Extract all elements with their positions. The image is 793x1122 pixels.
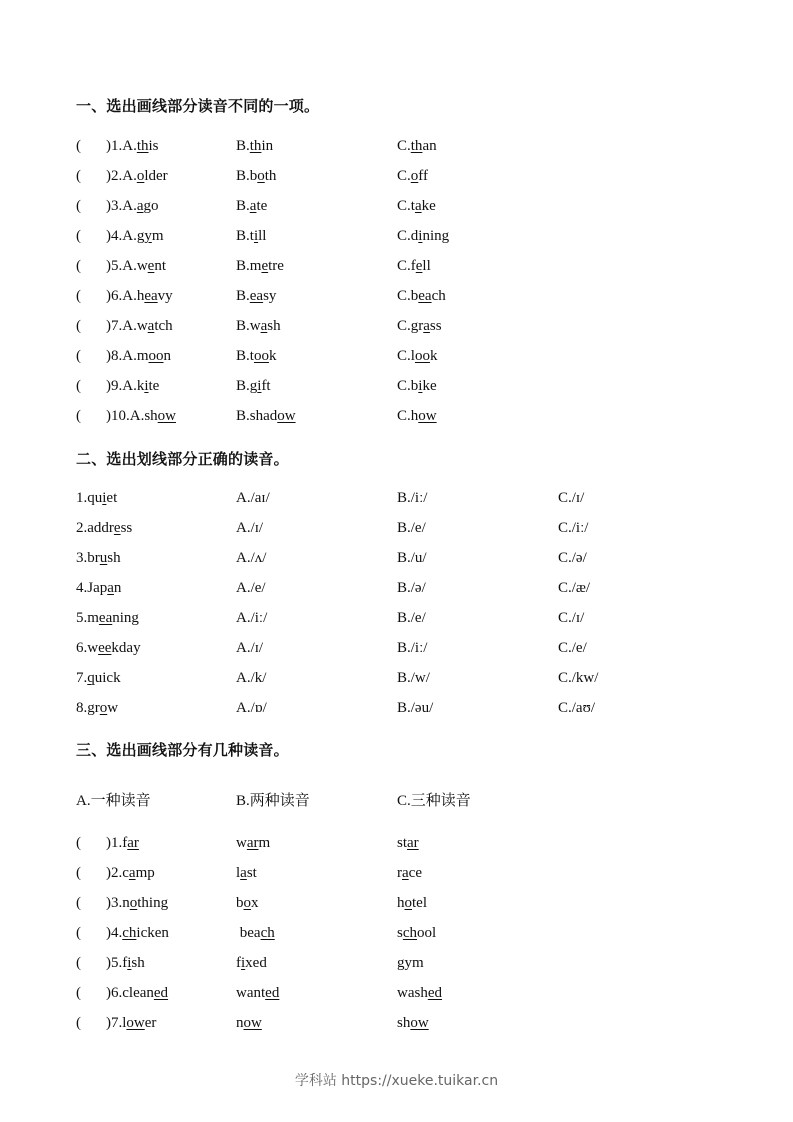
word-suffix: th — [264, 168, 277, 184]
footer-watermark: 学科站 https://xueke.tuikar.cn — [294, 1073, 499, 1089]
underlined-letters: th — [136, 138, 149, 154]
option-b — [236, 375, 271, 397]
question-row — [76, 547, 756, 569]
underlined-letters: o — [99, 700, 108, 716]
option-b — [236, 135, 273, 157]
option-c — [397, 375, 437, 397]
underlined-letters: i — [418, 228, 423, 244]
word-2 — [236, 892, 259, 914]
word-suffix: er — [144, 1015, 157, 1031]
underlined-letters: u — [99, 550, 108, 566]
paren-open: ( — [76, 258, 81, 274]
word-prefix: B.shad — [236, 408, 278, 424]
question-stem — [106, 862, 155, 884]
word-prefix: B.m — [236, 258, 262, 274]
question-word — [76, 697, 118, 719]
word-prefix: l — [236, 865, 241, 881]
option-c — [397, 405, 437, 427]
underlined-letters: o — [136, 168, 145, 184]
question-row — [76, 982, 756, 1004]
option-a: A./ɪ/ — [236, 640, 264, 656]
word-prefix: B.t — [236, 228, 254, 244]
option-b — [236, 285, 276, 307]
question-stem — [106, 225, 164, 247]
underlined-letters: ar — [407, 835, 419, 851]
word-prefix: C.t — [397, 198, 415, 214]
question-stem — [106, 892, 168, 914]
underlined-letters: o — [257, 168, 265, 184]
word-suffix: k — [268, 348, 277, 364]
section-3-title: 三、选出画线部分有几种读音。 — [76, 741, 289, 759]
underlined-letters: i — [253, 228, 259, 244]
question-row — [76, 255, 756, 277]
question-row — [76, 832, 756, 854]
word-3 — [397, 952, 424, 974]
word-3 — [397, 1012, 429, 1034]
question-stem — [106, 1012, 156, 1034]
underlined-letters: e — [415, 258, 423, 274]
question-row — [76, 952, 756, 974]
underlined-letters: e — [113, 520, 121, 536]
word-suffix: n — [163, 348, 171, 364]
question-number: )2.A. — [106, 168, 137, 184]
underlined-letters: ed — [153, 985, 169, 1001]
option-c — [397, 225, 449, 247]
question-row — [76, 487, 756, 509]
word-2 — [236, 1012, 262, 1034]
underlined-letters: ar — [246, 835, 259, 851]
word-suffix: in — [261, 138, 274, 154]
question-row — [76, 862, 756, 884]
word-suffix: mp — [135, 865, 155, 881]
question-word — [76, 547, 121, 569]
underlined-letters: ow — [410, 1015, 429, 1031]
word-suffix: ss — [429, 318, 442, 334]
question-number: )3.A. — [106, 198, 137, 214]
word-suffix: an — [422, 138, 437, 154]
word-prefix: B.g — [236, 378, 258, 394]
word-suffix: tre — [268, 258, 284, 274]
word-prefix: n — [236, 1015, 244, 1031]
underlined-letters: a — [107, 580, 114, 596]
option-b — [236, 255, 284, 277]
word-prefix: B. — [236, 288, 250, 304]
underlined-letters: ow — [126, 1015, 145, 1031]
question-number: )10.A.sh — [106, 408, 158, 424]
word-prefix: B.b — [236, 168, 258, 184]
word-suffix: icken — [136, 925, 169, 941]
word-suffix: m — [258, 835, 271, 851]
question-word — [76, 607, 139, 629]
question-number: )5.f — [106, 955, 128, 971]
word-suffix: ce — [408, 865, 422, 881]
underlined-letters: a — [240, 865, 247, 881]
question-row — [76, 135, 756, 157]
word-prefix: 4.Jap — [76, 580, 108, 596]
option-b — [236, 165, 276, 187]
option-b — [236, 405, 296, 427]
question-stem — [106, 982, 168, 1004]
word-suffix: ch — [431, 288, 446, 304]
word-2 — [236, 832, 270, 854]
section-1-title: 一、选出画线部分读音不同的一项。 — [76, 97, 320, 115]
paren-open: ( — [76, 865, 81, 881]
option-a: A./ʌ/ — [236, 550, 267, 566]
underlined-letters: a — [147, 318, 155, 334]
question-stem — [106, 195, 159, 217]
word-prefix: sh — [397, 1015, 411, 1031]
question-row — [76, 577, 756, 599]
question-word — [76, 577, 121, 599]
word-prefix: C.b — [397, 378, 419, 394]
word-suffix: sh — [107, 550, 121, 566]
option-b-label: B.两种读音 — [236, 793, 310, 809]
underlined-letters: a — [128, 865, 136, 881]
option-a-label: A.一种读音 — [76, 793, 151, 809]
question-stem — [106, 345, 171, 367]
word-prefix: 8.gr — [76, 700, 100, 716]
word-3 — [397, 982, 442, 1004]
word-suffix: ool — [417, 925, 437, 941]
word-prefix: wash — [397, 985, 428, 1001]
word-prefix: 5.m — [76, 610, 99, 626]
question-stem — [106, 405, 176, 427]
paren-open: ( — [76, 895, 81, 911]
word-prefix: B.w — [236, 318, 261, 334]
word-suffix: ning — [112, 610, 139, 626]
word-suffix: kday — [111, 640, 141, 656]
question-row — [76, 375, 756, 397]
word-prefix: 7. — [76, 670, 88, 686]
word-prefix: C.f — [397, 258, 416, 274]
word-suffix: st — [246, 865, 257, 881]
question-number: )1.A. — [106, 138, 137, 154]
option-a: A./ɒ/ — [236, 700, 267, 716]
question-row — [76, 922, 756, 944]
word-prefix: f — [236, 955, 241, 971]
question-stem — [106, 832, 139, 854]
option-c: C./aʊ/ — [558, 700, 595, 716]
underlined-letters: a — [249, 198, 257, 214]
word-prefix: w — [236, 835, 247, 851]
word-prefix: C. — [397, 138, 411, 154]
option-c: C./e/ — [558, 640, 587, 656]
question-row — [76, 697, 756, 719]
word-3 — [397, 892, 427, 914]
word-suffix: ke — [422, 378, 437, 394]
option-c: C./æ/ — [558, 580, 591, 596]
question-row — [76, 195, 756, 217]
word-suffix: xed — [245, 955, 267, 971]
option-a: A./ɪ/ — [236, 520, 264, 536]
word-suffix: vy — [157, 288, 173, 304]
word-suffix: te — [256, 198, 268, 214]
underlined-letters: ow — [277, 408, 296, 424]
word-suffix: ff — [418, 168, 428, 184]
word-suffix: k — [429, 348, 438, 364]
word-prefix: s — [397, 925, 403, 941]
question-stem — [106, 922, 169, 944]
option-b — [236, 225, 266, 247]
option-b: B./iː/ — [397, 490, 428, 506]
question-word — [76, 487, 117, 509]
paren-open: ( — [76, 925, 81, 941]
option-a: A./k/ — [236, 670, 267, 686]
underlined-letters: ar — [127, 835, 139, 851]
underlined-letters: o — [410, 168, 419, 184]
word-suffix: tch — [154, 318, 173, 334]
underlined-letters: i — [144, 378, 149, 394]
question-row — [76, 1012, 756, 1034]
option-c — [397, 135, 437, 157]
question-number: )2.c — [106, 865, 129, 881]
word-3 — [397, 832, 419, 854]
underlined-letters: o — [243, 895, 251, 911]
section-3-options — [76, 790, 756, 812]
underlined-letters: oo — [253, 348, 269, 364]
question-row — [76, 165, 756, 187]
question-stem — [106, 375, 159, 397]
underlined-letters: ea — [249, 288, 264, 304]
question-row — [76, 517, 756, 539]
word-suffix: ll — [422, 258, 431, 274]
underlined-letters: q — [87, 670, 95, 686]
underlined-letters: e — [261, 258, 269, 274]
paren-open: ( — [76, 408, 81, 424]
option-c: C./ɪ/ — [558, 610, 585, 626]
option-b: B./e/ — [397, 520, 426, 536]
word-prefix: 6.w — [76, 640, 99, 656]
word-suffix: n — [113, 580, 122, 596]
word-suffix: x — [251, 895, 259, 911]
underlined-letters: ea — [98, 610, 113, 626]
option-c — [397, 255, 431, 277]
question-number: )7.A.w — [106, 318, 148, 334]
word-suffix: m — [151, 228, 164, 244]
underlined-letters: i — [127, 955, 132, 971]
word-suffix: is — [148, 138, 159, 154]
underlined-letters: i — [257, 378, 262, 394]
word-suffix: nt — [154, 258, 167, 274]
underlined-letters: ow — [243, 1015, 262, 1031]
underlined-letters: ee — [98, 640, 112, 656]
section-2-title: 二、选出划线部分正确的读音。 — [76, 450, 289, 468]
option-b: B./iː/ — [397, 640, 428, 656]
option-a: A./e/ — [236, 580, 266, 596]
question-row — [76, 892, 756, 914]
option-c: C./ɪ/ — [558, 490, 585, 506]
question-number: )7.l — [106, 1015, 127, 1031]
word-prefix: C.b — [397, 288, 419, 304]
question-row — [76, 667, 756, 689]
paren-open: ( — [76, 168, 81, 184]
word-prefix: B. — [236, 198, 250, 214]
question-stem — [106, 285, 173, 307]
option-c: C./kw/ — [558, 670, 599, 686]
underlined-letters: ea — [418, 288, 432, 304]
underlined-letters: a — [260, 318, 268, 334]
word-prefix: h — [397, 895, 405, 911]
underlined-letters: e — [147, 258, 155, 274]
word-2 — [236, 922, 275, 944]
underlined-letters: ow — [418, 408, 437, 424]
word-prefix: 1.qu — [76, 490, 103, 506]
question-number: )5.A.w — [106, 258, 148, 274]
option-c — [397, 195, 436, 217]
word-prefix: bea — [236, 925, 261, 941]
underlined-letters: a — [136, 198, 144, 214]
question-row — [76, 637, 756, 659]
question-row — [76, 607, 756, 629]
paren-open: ( — [76, 318, 81, 334]
underlined-letters: oo — [414, 348, 430, 364]
word-suffix: sy — [263, 288, 277, 304]
question-stem — [106, 135, 159, 157]
option-b: B./w/ — [397, 670, 430, 686]
question-stem — [106, 165, 168, 187]
word-suffix: tel — [412, 895, 427, 911]
question-row — [76, 405, 756, 427]
word-suffix: thing — [137, 895, 169, 911]
word-3 — [397, 862, 422, 884]
question-stem — [106, 315, 173, 337]
underlined-letters: y — [144, 228, 152, 244]
word-2 — [236, 982, 279, 1004]
paren-open: ( — [76, 198, 81, 214]
option-c — [397, 285, 446, 307]
word-suffix: ym — [404, 955, 424, 971]
word-prefix: 3.br — [76, 550, 100, 566]
underlined-letters: ch — [122, 925, 137, 941]
option-b: B./əu/ — [397, 700, 434, 716]
question-number: )1.f — [106, 835, 128, 851]
question-row — [76, 345, 756, 367]
word-suffix: ss — [120, 520, 133, 536]
word-prefix: B.t — [236, 348, 254, 364]
word-2 — [236, 952, 267, 974]
word-suffix: ning — [422, 228, 450, 244]
underlined-letters: th — [249, 138, 262, 154]
question-row — [76, 225, 756, 247]
paren-open: ( — [76, 288, 81, 304]
word-suffix: sh — [131, 955, 145, 971]
underlined-letters: ow — [157, 408, 177, 424]
underlined-letters: th — [410, 138, 423, 154]
option-a: A./aɪ/ — [236, 490, 270, 506]
question-word — [76, 637, 141, 659]
word-prefix: C.d — [397, 228, 419, 244]
word-suffix: et — [106, 490, 118, 506]
paren-open: ( — [76, 985, 81, 1001]
paren-open: ( — [76, 138, 81, 154]
question-number: )8.A.m — [106, 348, 149, 364]
underlined-letters: ed — [265, 985, 280, 1001]
underlined-letters: i — [102, 490, 107, 506]
word-suffix: lder — [144, 168, 168, 184]
question-stem — [106, 255, 166, 277]
underlined-letters: oo — [148, 348, 164, 364]
underlined-letters: o — [404, 895, 412, 911]
word-suffix: te — [148, 378, 160, 394]
word-suffix: sh — [267, 318, 281, 334]
underlined-letters: a — [423, 318, 430, 334]
option-b: B./ə/ — [397, 580, 426, 596]
word-3 — [397, 922, 436, 944]
word-prefix: b — [236, 895, 244, 911]
underlined-letters: ed — [427, 985, 442, 1001]
word-suffix: ft — [261, 378, 271, 394]
option-c: C./iː/ — [558, 520, 589, 536]
paren-open: ( — [76, 955, 81, 971]
option-b — [236, 315, 281, 337]
word-prefix: C.l — [397, 348, 415, 364]
underlined-letters: g — [397, 955, 405, 971]
word-prefix: r — [397, 865, 402, 881]
option-c — [397, 165, 428, 187]
word-prefix: 2.addr — [76, 520, 114, 536]
paren-open: ( — [76, 835, 81, 851]
option-b — [236, 345, 276, 367]
question-number: )6.A.h — [106, 288, 145, 304]
paren-open: ( — [76, 378, 81, 394]
underlined-letters: i — [241, 955, 246, 971]
option-c — [397, 315, 442, 337]
word-prefix: C.h — [397, 408, 419, 424]
word-suffix: ll — [258, 228, 267, 244]
underlined-letters: ch — [402, 925, 418, 941]
word-prefix: st — [397, 835, 408, 851]
question-number: )4. — [106, 925, 123, 941]
option-b: B./u/ — [397, 550, 427, 566]
option-c: C./ə/ — [558, 550, 587, 566]
word-prefix: want — [236, 985, 266, 1001]
question-number: )4.A.g — [106, 228, 145, 244]
underlined-letters: ea — [144, 288, 158, 304]
question-number: )9.A.k — [106, 378, 145, 394]
paren-open: ( — [76, 348, 81, 364]
underlined-letters: i — [418, 378, 423, 394]
word-suffix: ke — [421, 198, 436, 214]
word-prefix: C. — [397, 168, 411, 184]
underlined-letters: a — [414, 198, 422, 214]
option-c-label: C.三种读音 — [397, 793, 471, 809]
option-a: A./iː/ — [236, 610, 268, 626]
question-stem — [106, 952, 145, 974]
word-suffix: go — [143, 198, 159, 214]
paren-open: ( — [76, 228, 81, 244]
option-c — [397, 345, 437, 367]
paren-open: ( — [76, 1015, 81, 1031]
question-row — [76, 285, 756, 307]
word-prefix: C.gr — [397, 318, 424, 334]
underlined-letters: o — [129, 895, 138, 911]
underlined-letters: a — [402, 865, 409, 881]
word-2 — [236, 862, 257, 884]
underlined-letters: ch — [260, 925, 275, 941]
question-number: )6.clean — [106, 985, 154, 1001]
question-number: )3.n — [106, 895, 130, 911]
question-word — [76, 517, 132, 539]
word-suffix: uick — [94, 670, 121, 686]
question-word — [76, 667, 121, 689]
option-b — [236, 195, 267, 217]
word-suffix: w — [107, 700, 119, 716]
question-row — [76, 315, 756, 337]
option-b: B./e/ — [397, 610, 426, 626]
word-prefix: B. — [236, 138, 250, 154]
